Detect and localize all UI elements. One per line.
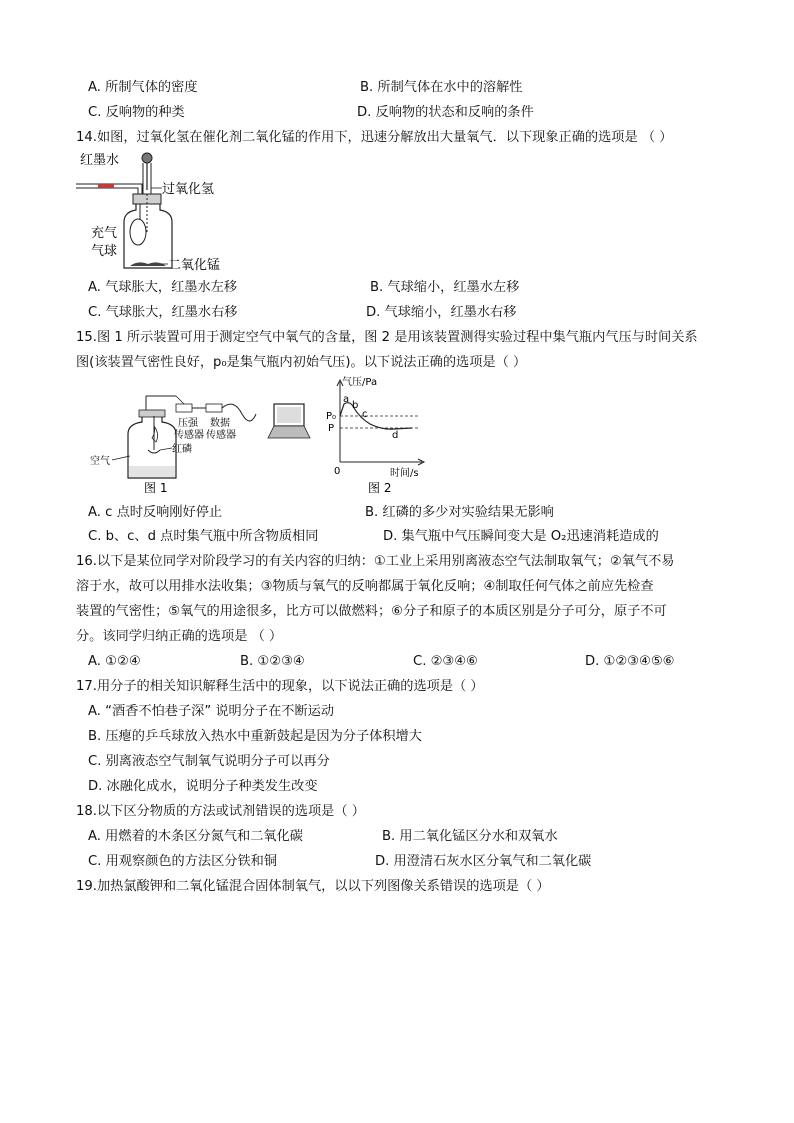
q17-option-a: A. “酒香不怕巷子深” 说明分子在不断运动 xyxy=(88,704,335,719)
point-d-label: d xyxy=(392,430,399,441)
mno2-powder xyxy=(130,262,166,266)
label-air: 空气 xyxy=(90,456,110,467)
q15-stem-line2: 图(该装置气密性良好，p₀是集气瓶内初始气压)。以下说法正确的选项是（ ） xyxy=(76,355,527,370)
q17-option-d: D. 冰融化成水，说明分子种类发生改变 xyxy=(88,779,318,794)
q17-stem: 17.用分子的相关知识解释生活中的现象，以下说法正确的选项是（ ） xyxy=(76,679,484,694)
q15-figure-2 xyxy=(322,374,428,498)
q16-stem-line3: 装置的气密性；⑤氧气的用途很多，比方可以做燃料；⑥分子和原子的本质区别是分子可分，原子不可 xyxy=(76,604,667,619)
q18-option-d: D. 用澄清石灰水区分氧气和二氧化碳 xyxy=(375,854,592,869)
q18-option-a: A. 用燃着的木条区分氮气和二氧化碳 xyxy=(88,829,303,844)
label-pressure-sensor-1: 压强 xyxy=(178,418,198,429)
q13-option-d: D. 反响物的状态和反响的条件 xyxy=(357,105,534,120)
point-c-label: c xyxy=(362,409,368,420)
q17-option-c: C. 别离液态空气制氧气说明分子可以再分 xyxy=(88,754,330,769)
q15-option-c: C. b、c、d 点时集气瓶中所含物质相同 xyxy=(88,529,319,544)
y-axis-label: 气压/Pa xyxy=(342,377,378,388)
label-balloon-1: 充气 xyxy=(91,226,118,241)
red-ink-drop xyxy=(98,184,114,188)
label-red-phosphorus: 红磷 xyxy=(172,444,192,455)
q18-option-b: B. 用二氧化锰区分水和双氧水 xyxy=(382,829,558,844)
q16-option-a: A. ①②④ xyxy=(88,654,141,669)
label-p0: P₀ xyxy=(326,411,337,422)
figure-1-caption: 图 1 xyxy=(144,481,168,495)
label-p: P xyxy=(328,423,335,434)
laptop-base xyxy=(268,426,310,438)
q19-stem: 19.加热氯酸钾和二氧化锰混合固体制氧气，以以下列图像关系错误的选项是（ ） xyxy=(76,879,550,894)
q15-stem-line1: 15.图 1 所示装置可用于测定空气中氧气的含量，图 2 是用该装置测得实验过程中集气瓶内气压与时间关系 xyxy=(76,330,698,345)
q13-option-b: B. 所制气体在水中的溶解性 xyxy=(360,80,523,95)
water-layer xyxy=(129,466,175,477)
data-sensor xyxy=(206,404,222,412)
q18-option-c: C. 用观察颜色的方法区分铁和铜 xyxy=(88,854,278,869)
q15-figure-1 xyxy=(84,376,324,498)
point-b-label: b xyxy=(352,400,359,411)
label-mno2: 二氧化锰 xyxy=(168,258,221,273)
q15-apparatus-diagram xyxy=(84,376,324,498)
q14-option-a: A. 气球胀大，红墨水左移 xyxy=(88,280,238,295)
q16-stem-line1: 16.以下是某位同学对阶段学习的有关内容的归纳：①工业上采用别离液态空气法制取氧气；②氧气不易 xyxy=(76,554,675,569)
point-a-label: a xyxy=(343,394,350,405)
q14-apparatus-diagram xyxy=(76,148,256,276)
label-balloon-2: 气球 xyxy=(91,244,118,259)
q13-option-a: A. 所制气体的密度 xyxy=(88,80,198,95)
q16-stem-line4: 分。该同学归纳正确的选项是 （ ） xyxy=(76,629,283,644)
bottle xyxy=(124,204,172,268)
q14-option-d: D. 气球缩小，红墨水右移 xyxy=(366,305,517,320)
q17-option-b: B. 压瘪的乒乓球放入热水中重新鼓起是因为分子体积增大 xyxy=(88,729,422,744)
q15-option-b: B. 红磷的多少对实验结果无影响 xyxy=(365,505,554,520)
dropper-bulb xyxy=(142,153,152,163)
pressure-sensor xyxy=(176,404,192,412)
q14-option-c: C. 气球胀大，红墨水右移 xyxy=(88,305,238,320)
q14-option-b: B. 气球缩小，红墨水左移 xyxy=(370,280,520,295)
figure-2-caption: 图 2 xyxy=(368,481,392,495)
bottle-stopper xyxy=(139,410,165,417)
q18-stem: 18.以下区分物质的方法或试剂错误的选项是（ ） xyxy=(76,804,365,819)
q16-option-d: D. ①②③④⑤⑥ xyxy=(585,654,675,669)
q16-option-b: B. ①②③④ xyxy=(240,654,305,669)
flame xyxy=(152,426,158,442)
label-pressure-sensor-2: 传感器 xyxy=(174,430,204,441)
q14-figure xyxy=(76,148,256,276)
q15-option-a: A. c 点时反响刚好停止 xyxy=(88,505,223,520)
x-axis-label: 时间/s xyxy=(390,468,419,479)
q13-option-c: C. 反响物的种类 xyxy=(88,105,185,120)
label-red-ink: 红墨水 xyxy=(80,153,120,168)
balloon xyxy=(130,219,146,245)
q16-stem-line2: 溶于水，故可以用排水法收集；③物质与氧气的反响都属于氧化反响；④制取任何气体之前应先检查 xyxy=(76,579,654,594)
label-origin: 0 xyxy=(334,466,341,477)
label-data-sensor-2: 传感器 xyxy=(206,430,236,441)
q16-option-c: C. ②③④⑥ xyxy=(413,654,478,669)
q15-option-d: D. 集气瓶中气压瞬间变大是 O₂迅速消耗造成的 xyxy=(383,529,659,544)
q14-stem: 14.如图，过氧化氢在催化剂二氧化锰的作用下，迅速分解放出大量氧气．以下现象正确的选项是 （ ） xyxy=(76,130,673,145)
pressure-time-graph xyxy=(322,374,428,498)
label-h2o2: 过氧化氢 xyxy=(162,182,215,197)
label-data-sensor-1: 数据 xyxy=(210,418,230,429)
